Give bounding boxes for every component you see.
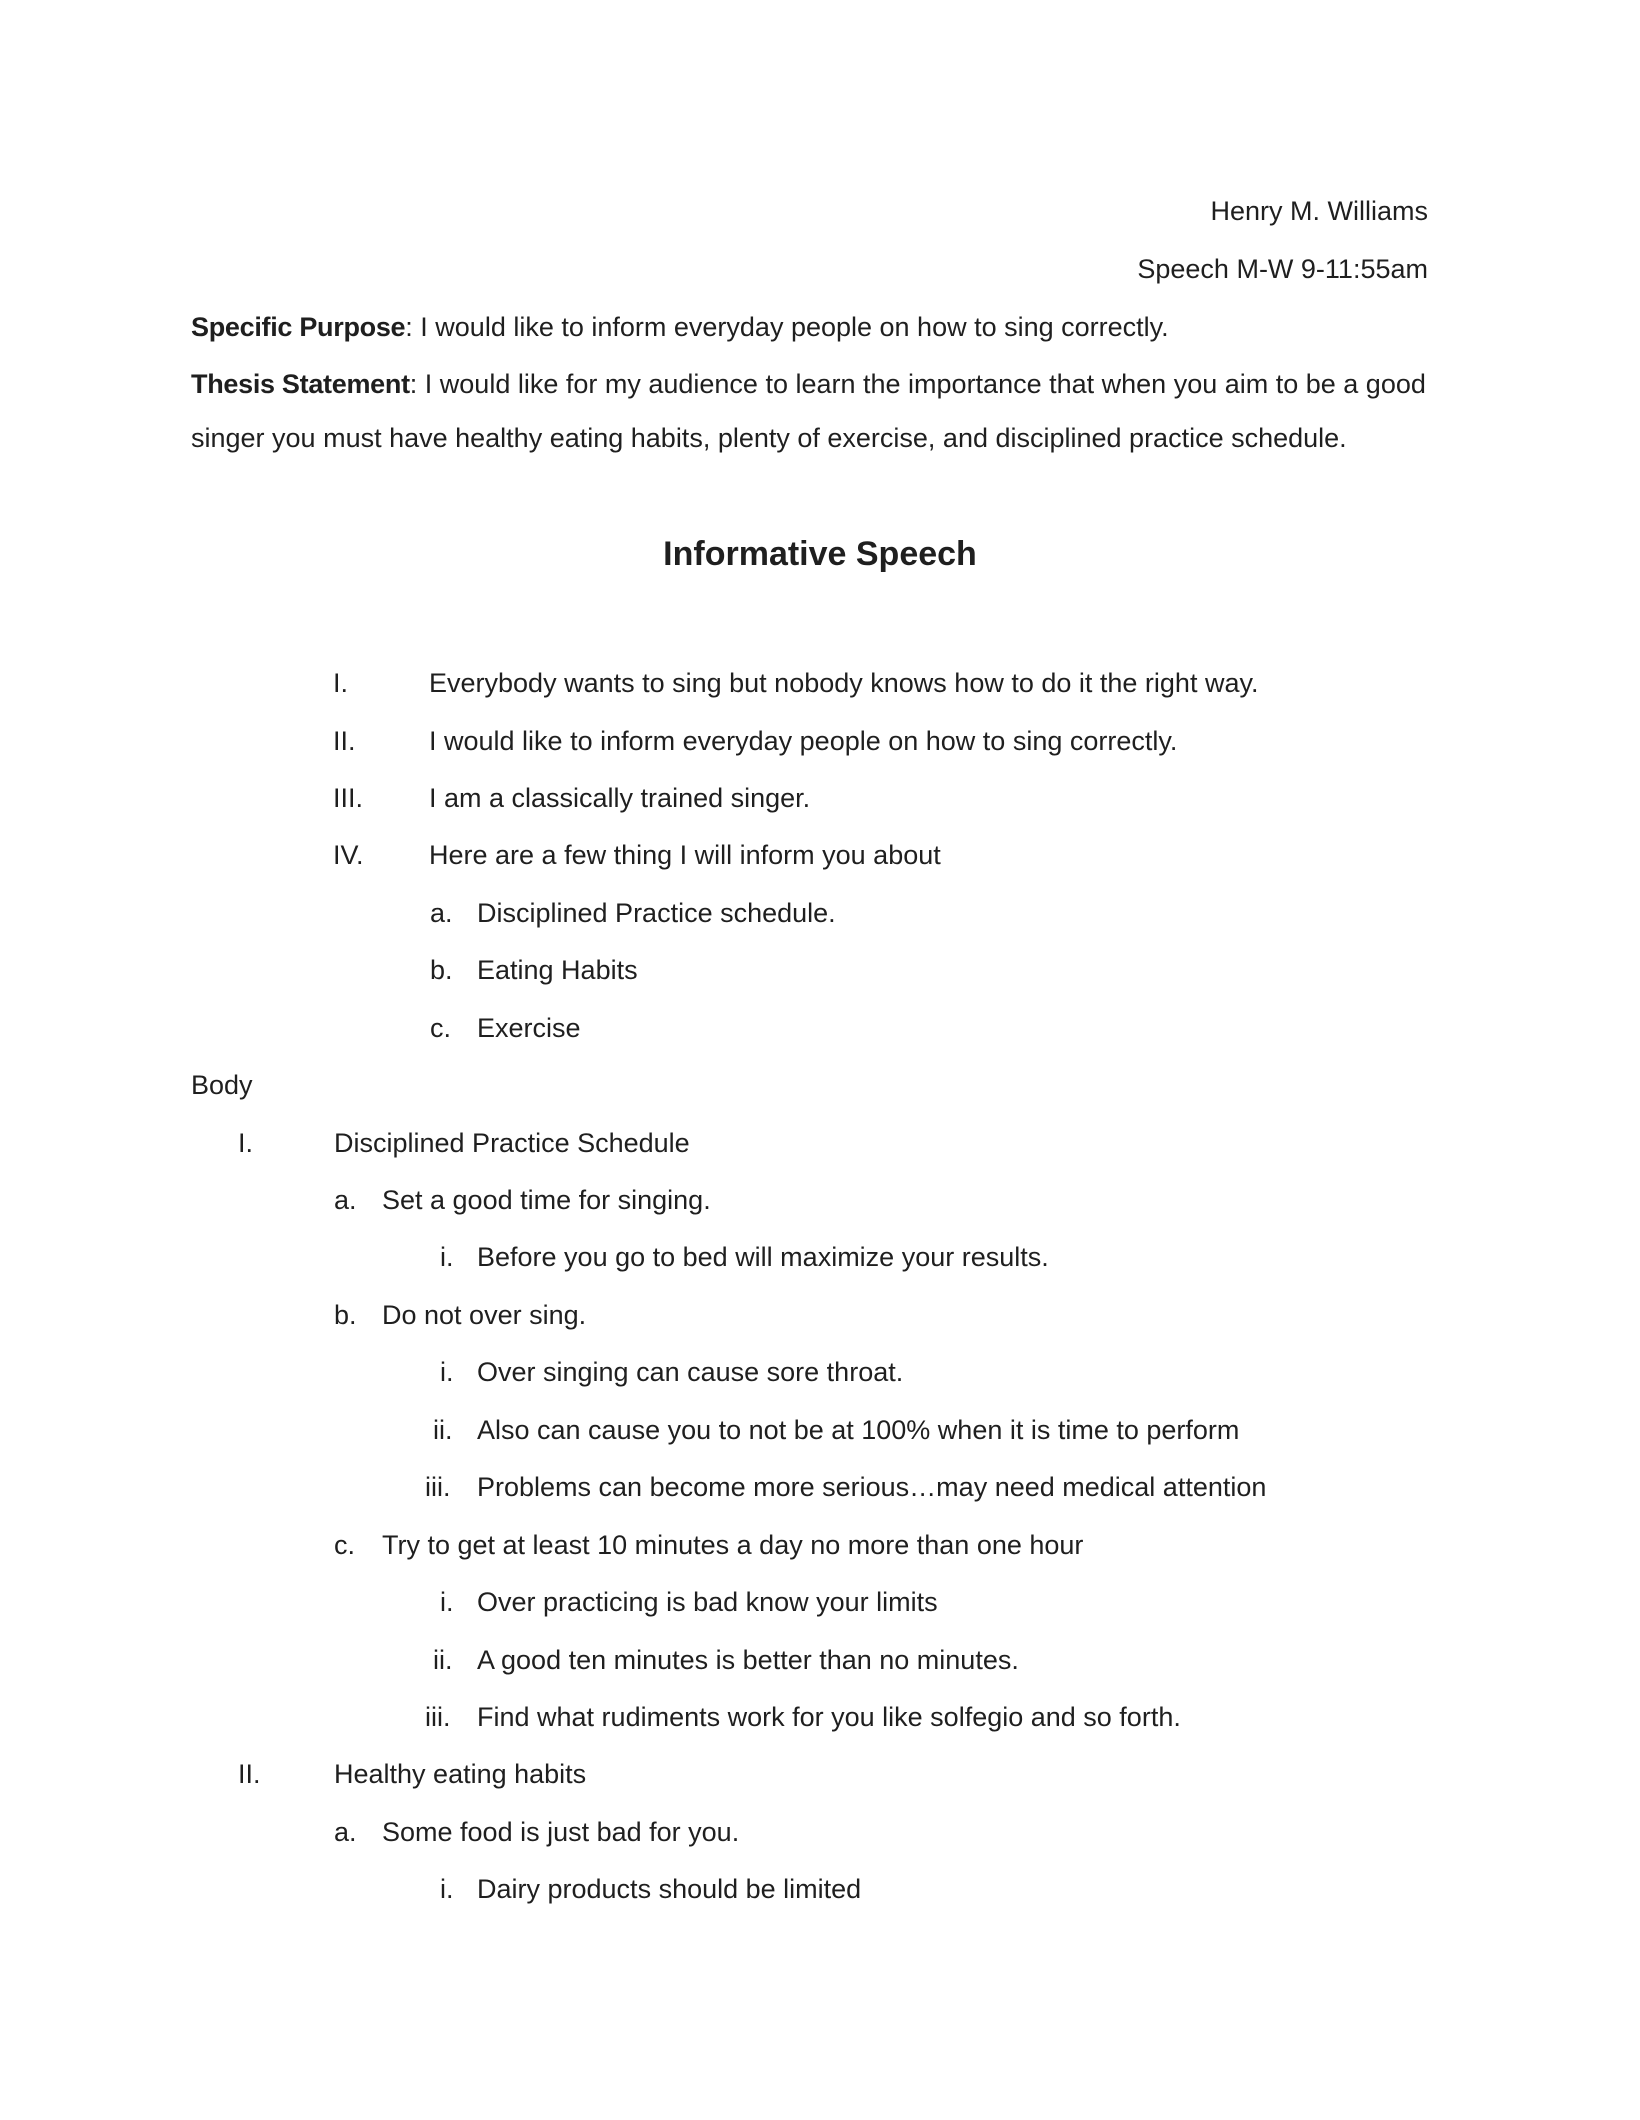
point-text: Try to get at least 10 minutes a day no more than one hour [382,1530,1084,1560]
subpoint-text: Over practicing is bad know your limits [477,1587,938,1617]
subpoint-text: Problems can become more serious…may need medical attention [477,1472,1267,1502]
point-letter: b. [334,1300,357,1330]
intro-subitem-letter: c. [430,1013,452,1043]
subpoint-text: A good ten minutes is better than no minutes. [477,1645,1019,1675]
thesis-text-line2: singer you must have healthy eating habits, plenty of exercise, and disciplined practice schedule. [191,423,1347,453]
intro-subitem-text: Eating Habits [477,955,638,985]
intro-item-number: IV. [333,840,364,870]
subpoint-number: i. [440,1357,454,1387]
specific-purpose-label: Specific Purpose [191,312,406,342]
subpoint-number: ii. [433,1415,453,1445]
intro-item-number: II. [333,726,356,756]
point-text: Do not over sing. [382,1300,587,1330]
thesis-statement [191,371,1426,398]
subpoint-text: Dairy products should be limited [477,1874,862,1904]
point-letter: a. [334,1817,357,1847]
section-heading: Disciplined Practice Schedule [334,1128,690,1158]
subpoint-text: Find what rudiments work for you like solfegio and so forth. [477,1702,1181,1732]
thesis-text-line1: : I would like for my audience to learn the importance that when you aim to be a good [409,369,1426,399]
course-info: Speech M-W 9-11:55am [1137,254,1428,284]
thesis-label: Thesis Statement [191,369,410,399]
subpoint-text: Also can cause you to not be at 100% when it is time to perform [477,1415,1240,1445]
subpoint-number: iii. [425,1472,451,1502]
section-heading: Healthy eating habits [334,1759,587,1789]
author-name: Henry M. Williams [1210,196,1428,226]
point-text: Set a good time for singing. [382,1185,711,1215]
intro-item-number: I. [333,668,349,698]
subpoint-number: i. [440,1587,454,1617]
intro-subitem-letter: b. [430,955,453,985]
subpoint-number: i. [440,1242,454,1272]
intro-item-text: Everybody wants to sing but nobody knows how to do it the right way. [429,668,1259,698]
subpoint-number: ii. [433,1645,453,1675]
specific-purpose-text: : I would like to inform everyday people on how to sing correctly. [405,312,1169,342]
subpoint-text: Before you go to bed will maximize your results. [477,1242,1049,1272]
point-text: Some food is just bad for you. [382,1817,740,1847]
intro-subitem-text: Disciplined Practice schedule. [477,898,836,928]
section-number: II. [238,1759,261,1789]
subpoint-number: i. [440,1874,454,1904]
intro-item-text: I am a classically trained singer. [429,783,811,813]
intro-item-text: Here are a few thing I will inform you about [429,840,941,870]
body-heading: Body [191,1070,253,1100]
point-letter: a. [334,1185,357,1215]
intro-item-text: I would like to inform everyday people on how to sing correctly. [429,726,1178,756]
point-letter: c. [334,1530,356,1560]
intro-item-number: III. [333,783,364,813]
subpoint-number: iii. [425,1702,451,1732]
intro-subitem-letter: a. [430,898,453,928]
intro-subitem-text: Exercise [477,1013,581,1043]
specific-purpose [191,314,1169,341]
page-title: Informative Speech [663,535,977,573]
subpoint-text: Over singing can cause sore throat. [477,1357,904,1387]
section-number: I. [238,1128,254,1158]
